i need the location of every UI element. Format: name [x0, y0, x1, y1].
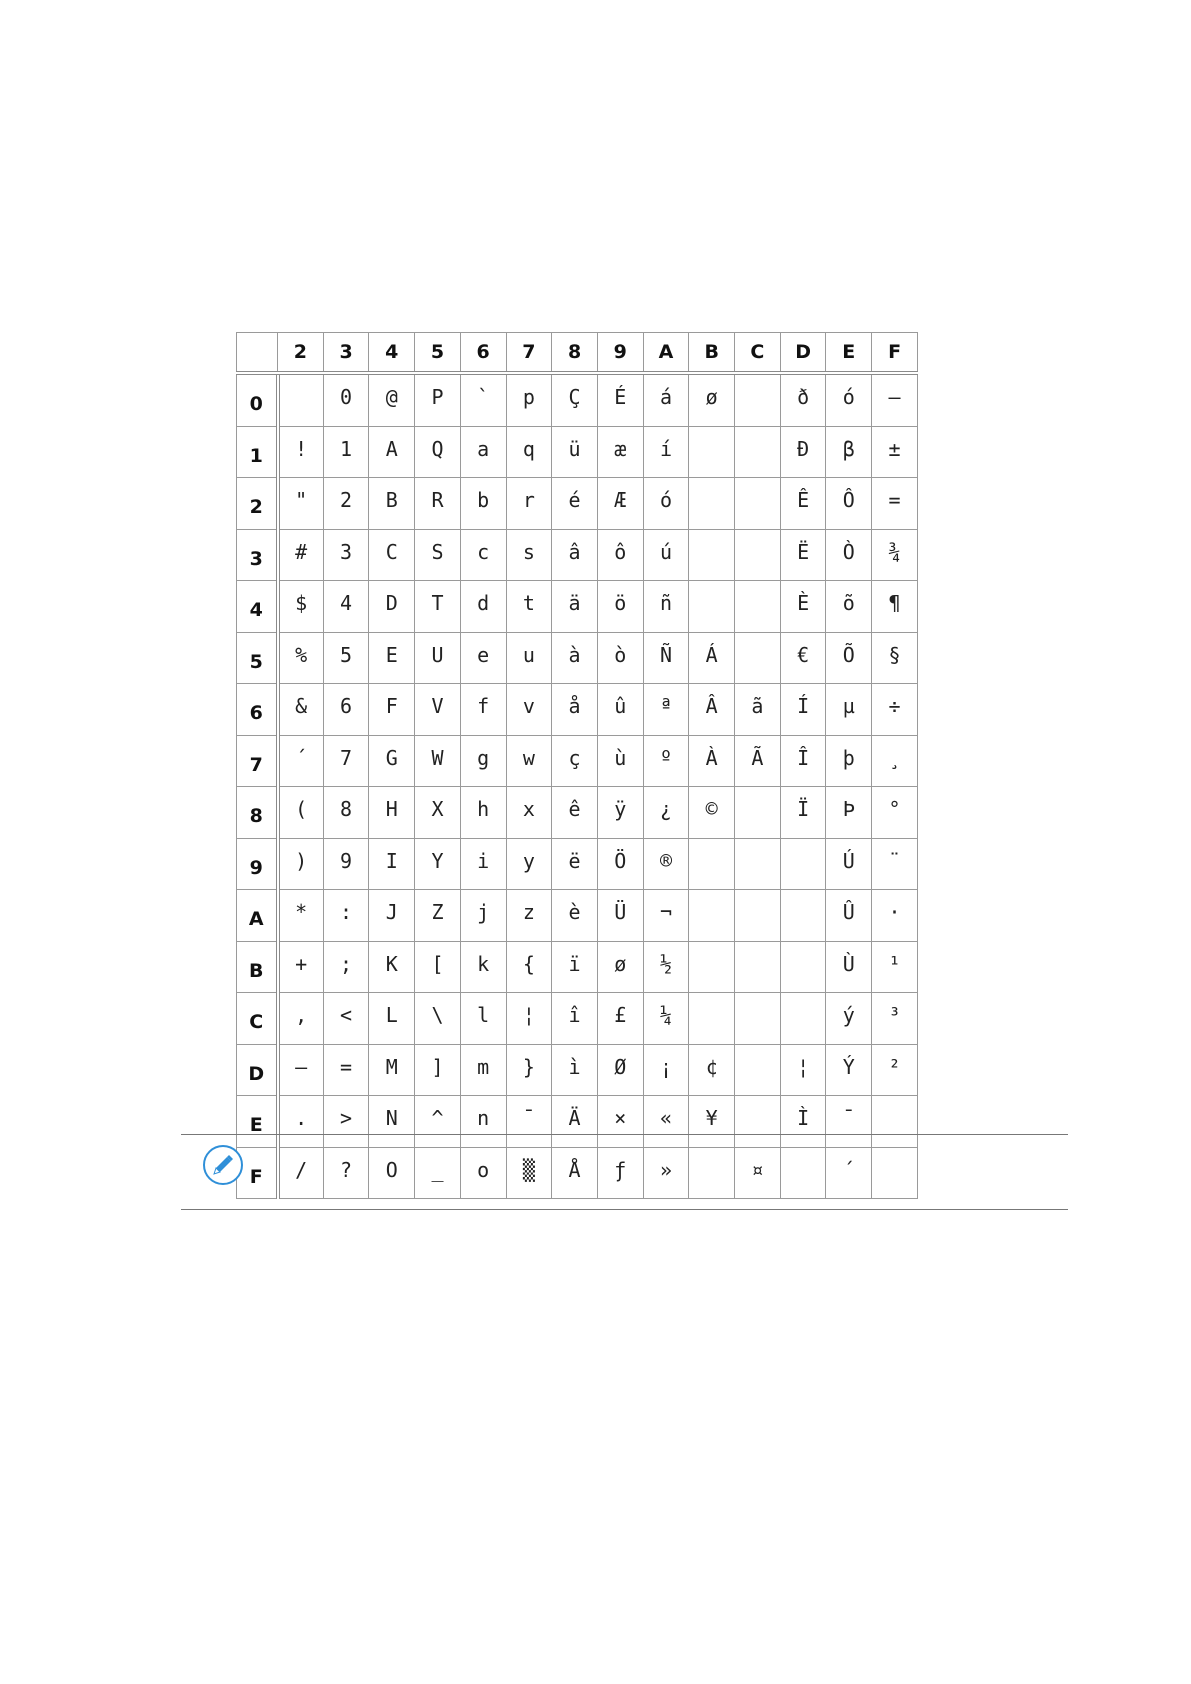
char-cell: û [597, 684, 643, 736]
table-row [237, 373, 918, 426]
table-row [237, 735, 918, 787]
row-header: 0 [237, 373, 278, 426]
char-cell: ` [460, 373, 506, 426]
row-header: E [237, 1096, 278, 1148]
char-cell: F [369, 684, 415, 736]
char-cell: Ý [826, 1044, 872, 1096]
char-cell: C [369, 529, 415, 581]
char-cell: U [415, 632, 461, 684]
char-cell: Q [415, 426, 461, 478]
char-cell: c [460, 529, 506, 581]
column-header: E [826, 333, 872, 374]
char-cell: ã [735, 684, 781, 736]
char-cell: ë [552, 838, 598, 890]
char-cell: * [278, 890, 324, 942]
char-cell: ¬ [643, 890, 689, 942]
char-cell: R [415, 478, 461, 530]
char-cell: Ê [780, 478, 826, 530]
pencil-note-icon [201, 1143, 245, 1187]
char-cell: 3 [323, 529, 369, 581]
note-box [181, 1134, 1068, 1210]
char-cell: Ü [597, 890, 643, 942]
char-cell: D [369, 581, 415, 633]
char-cell: ¾ [872, 529, 918, 581]
char-cell: % [278, 632, 324, 684]
char-cell: Æ [597, 478, 643, 530]
char-cell: < [323, 993, 369, 1045]
char-cell: Î [780, 735, 826, 787]
table-row [237, 1044, 918, 1096]
char-cell: q [506, 426, 552, 478]
char-cell: # [278, 529, 324, 581]
char-cell: x [506, 787, 552, 839]
char-cell: B [369, 478, 415, 530]
char-cell: E [369, 632, 415, 684]
char-cell [735, 478, 781, 530]
char-cell: Ò [826, 529, 872, 581]
char-cell: ÿ [597, 787, 643, 839]
char-cell: ) [278, 838, 324, 890]
table-row [237, 632, 918, 684]
char-cell: í [643, 426, 689, 478]
char-cell: 1 [323, 426, 369, 478]
char-cell [735, 787, 781, 839]
row-header: 4 [237, 581, 278, 633]
char-cell: { [506, 941, 552, 993]
char-cell: k [460, 941, 506, 993]
char-cell [689, 581, 735, 633]
char-cell: È [780, 581, 826, 633]
char-cell: ç [552, 735, 598, 787]
char-cell [689, 529, 735, 581]
char-cell: h [460, 787, 506, 839]
char-cell: ó [826, 373, 872, 426]
table-row [237, 941, 918, 993]
char-cell [735, 941, 781, 993]
char-cell: 9 [323, 838, 369, 890]
table-row [237, 529, 918, 581]
char-cell: ¦ [780, 1044, 826, 1096]
char-cell: ° [872, 787, 918, 839]
char-cell: _ [415, 1147, 461, 1199]
char-cell: L [369, 993, 415, 1045]
char-cell: l [460, 993, 506, 1045]
char-cell: 0 [323, 373, 369, 426]
char-cell: y [506, 838, 552, 890]
column-header: 4 [369, 333, 415, 374]
char-cell: ¦ [506, 993, 552, 1045]
table-row [237, 478, 918, 530]
char-cell: à [552, 632, 598, 684]
char-cell: K [369, 941, 415, 993]
char-cell: @ [369, 373, 415, 426]
char-cell: Õ [826, 632, 872, 684]
char-cell: T [415, 581, 461, 633]
char-cell: A [369, 426, 415, 478]
row-header: F [237, 1147, 278, 1199]
char-cell: Ú [826, 838, 872, 890]
table-corner-cell [237, 333, 278, 374]
char-cell: Ø [597, 1044, 643, 1096]
char-cell: ¨ [872, 838, 918, 890]
char-cell: Ã [735, 735, 781, 787]
char-cell: » [643, 1147, 689, 1199]
char-cell: 5 [323, 632, 369, 684]
char-cell: r [506, 478, 552, 530]
row-header: B [237, 941, 278, 993]
char-cell: ê [552, 787, 598, 839]
char-cell: þ [826, 735, 872, 787]
char-cell: ù [597, 735, 643, 787]
row-header: 1 [237, 426, 278, 478]
char-cell: ² [872, 1044, 918, 1096]
char-cell: ö [597, 581, 643, 633]
char-cell: á [643, 373, 689, 426]
char-cell: . [278, 1096, 324, 1148]
char-cell: Ë [780, 529, 826, 581]
char-cell: / [278, 1147, 324, 1199]
char-cell [735, 993, 781, 1045]
column-header-row [237, 333, 918, 374]
char-cell: ® [643, 838, 689, 890]
char-cell: b [460, 478, 506, 530]
char-cell: X [415, 787, 461, 839]
row-header: 3 [237, 529, 278, 581]
table-row [237, 838, 918, 890]
char-cell [278, 373, 324, 426]
char-cell: V [415, 684, 461, 736]
char-cell: ¹ [872, 941, 918, 993]
char-cell: d [460, 581, 506, 633]
char-cell: ¼ [643, 993, 689, 1045]
char-cell: î [552, 993, 598, 1045]
char-cell: " [278, 478, 324, 530]
char-cell [735, 890, 781, 942]
char-cell [780, 890, 826, 942]
char-cell: ; [323, 941, 369, 993]
char-cell: $ [278, 581, 324, 633]
char-cell: ï [552, 941, 598, 993]
char-cell: è [552, 890, 598, 942]
row-header: 6 [237, 684, 278, 736]
column-header: 8 [552, 333, 598, 374]
char-cell: õ [826, 581, 872, 633]
char-cell: I [369, 838, 415, 890]
row-header: 9 [237, 838, 278, 890]
row-header: 8 [237, 787, 278, 839]
char-cell: p [506, 373, 552, 426]
row-header: 5 [237, 632, 278, 684]
char-cell [689, 890, 735, 942]
table-row [237, 993, 918, 1045]
char-cell: Ö [597, 838, 643, 890]
char-cell: v [506, 684, 552, 736]
char-cell: H [369, 787, 415, 839]
char-cell: ¯ [826, 1096, 872, 1148]
row-header: C [237, 993, 278, 1045]
column-header: F [872, 333, 918, 374]
char-cell: – [278, 1044, 324, 1096]
char-cell: u [506, 632, 552, 684]
column-header: B [689, 333, 735, 374]
char-cell: ¡ [643, 1044, 689, 1096]
char-cell: Ç [552, 373, 598, 426]
char-cell: : [323, 890, 369, 942]
row-header: D [237, 1044, 278, 1096]
char-cell [735, 581, 781, 633]
char-cell: ▒ [506, 1147, 552, 1199]
char-cell: ÷ [872, 684, 918, 736]
column-header: 9 [597, 333, 643, 374]
char-cell: ò [597, 632, 643, 684]
column-header: 5 [415, 333, 461, 374]
char-cell: « [643, 1096, 689, 1148]
character-code-table [236, 332, 918, 1199]
char-cell: ´ [278, 735, 324, 787]
char-cell: & [278, 684, 324, 736]
char-cell: = [872, 478, 918, 530]
char-cell: O [369, 1147, 415, 1199]
char-cell: ¢ [689, 1044, 735, 1096]
char-cell: 2 [323, 478, 369, 530]
char-cell: × [597, 1096, 643, 1148]
char-cell: Ñ [643, 632, 689, 684]
char-cell: \ [415, 993, 461, 1045]
char-cell: À [689, 735, 735, 787]
char-cell: f [460, 684, 506, 736]
char-cell: Ô [826, 478, 872, 530]
char-cell: n [460, 1096, 506, 1148]
char-cell: i [460, 838, 506, 890]
char-cell: ú [643, 529, 689, 581]
char-cell: W [415, 735, 461, 787]
char-cell: ± [872, 426, 918, 478]
char-cell: ó [643, 478, 689, 530]
char-cell: ¥ [689, 1096, 735, 1148]
char-cell: ¶ [872, 581, 918, 633]
char-cell: ^ [415, 1096, 461, 1148]
char-cell: z [506, 890, 552, 942]
char-cell [689, 941, 735, 993]
char-cell: M [369, 1044, 415, 1096]
char-cell: ´ [826, 1147, 872, 1199]
column-header: 7 [506, 333, 552, 374]
char-cell: ä [552, 581, 598, 633]
char-cell: t [506, 581, 552, 633]
char-cell [735, 373, 781, 426]
char-cell [735, 838, 781, 890]
char-cell: Z [415, 890, 461, 942]
char-cell: j [460, 890, 506, 942]
char-cell: 6 [323, 684, 369, 736]
char-cell: Â [689, 684, 735, 736]
char-cell: å [552, 684, 598, 736]
char-cell: æ [597, 426, 643, 478]
char-cell: ¯ [506, 1096, 552, 1148]
table-body [237, 373, 918, 1199]
char-cell: J [369, 890, 415, 942]
char-cell [689, 426, 735, 478]
char-cell: Á [689, 632, 735, 684]
char-cell: É [597, 373, 643, 426]
column-header: A [643, 333, 689, 374]
char-cell: – [872, 373, 918, 426]
char-cell: = [323, 1044, 369, 1096]
char-cell: o [460, 1147, 506, 1199]
char-cell: , [278, 993, 324, 1045]
column-header: D [780, 333, 826, 374]
char-cell: º [643, 735, 689, 787]
char-cell [780, 838, 826, 890]
char-cell: Ï [780, 787, 826, 839]
char-cell: ð [780, 373, 826, 426]
column-header: 3 [323, 333, 369, 374]
char-cell: 8 [323, 787, 369, 839]
char-cell: } [506, 1044, 552, 1096]
char-cell: ¤ [735, 1147, 781, 1199]
table-row [237, 581, 918, 633]
char-cell: Û [826, 890, 872, 942]
char-cell: ½ [643, 941, 689, 993]
char-cell: ¸ [872, 735, 918, 787]
char-cell: § [872, 632, 918, 684]
char-cell: µ [826, 684, 872, 736]
char-cell: Å [552, 1147, 598, 1199]
char-cell: ñ [643, 581, 689, 633]
char-cell: ( [278, 787, 324, 839]
char-cell [735, 426, 781, 478]
char-cell: ! [278, 426, 324, 478]
char-cell: g [460, 735, 506, 787]
char-cell: G [369, 735, 415, 787]
column-header: 6 [460, 333, 506, 374]
char-cell: > [323, 1096, 369, 1148]
char-cell: ƒ [597, 1147, 643, 1199]
char-cell: ý [826, 993, 872, 1045]
table-row [237, 426, 918, 478]
char-cell: ³ [872, 993, 918, 1045]
char-cell: · [872, 890, 918, 942]
char-cell: w [506, 735, 552, 787]
char-cell: ø [597, 941, 643, 993]
table-row [237, 787, 918, 839]
char-cell: ] [415, 1044, 461, 1096]
char-cell: β [826, 426, 872, 478]
char-cell: ª [643, 684, 689, 736]
char-cell: 4 [323, 581, 369, 633]
char-cell: Ù [826, 941, 872, 993]
char-cell [780, 993, 826, 1045]
char-cell: ø [689, 373, 735, 426]
table-row [237, 890, 918, 942]
char-cell: Y [415, 838, 461, 890]
row-header: 2 [237, 478, 278, 530]
char-cell: P [415, 373, 461, 426]
char-cell: ? [323, 1147, 369, 1199]
char-cell: © [689, 787, 735, 839]
char-cell [689, 478, 735, 530]
row-header: A [237, 890, 278, 942]
char-cell: + [278, 941, 324, 993]
char-cell [735, 529, 781, 581]
char-cell: Ä [552, 1096, 598, 1148]
char-cell: ì [552, 1044, 598, 1096]
char-cell: Þ [826, 787, 872, 839]
char-cell: é [552, 478, 598, 530]
char-cell: £ [597, 993, 643, 1045]
char-cell [780, 941, 826, 993]
char-cell: e [460, 632, 506, 684]
char-cell: 7 [323, 735, 369, 787]
char-cell [689, 993, 735, 1045]
char-cell: [ [415, 941, 461, 993]
char-cell: S [415, 529, 461, 581]
char-cell: Í [780, 684, 826, 736]
column-header: 2 [278, 333, 324, 374]
char-cell: N [369, 1096, 415, 1148]
char-cell: ¿ [643, 787, 689, 839]
char-cell: € [780, 632, 826, 684]
char-cell [735, 632, 781, 684]
char-cell: Đ [780, 426, 826, 478]
char-cell: ü [552, 426, 598, 478]
char-cell: a [460, 426, 506, 478]
char-cell [689, 838, 735, 890]
char-cell: s [506, 529, 552, 581]
char-cell: m [460, 1044, 506, 1096]
column-header: C [735, 333, 781, 374]
table-row [237, 684, 918, 736]
char-cell: â [552, 529, 598, 581]
row-header: 7 [237, 735, 278, 787]
char-cell [735, 1044, 781, 1096]
char-cell: ô [597, 529, 643, 581]
char-cell: Ì [780, 1096, 826, 1148]
